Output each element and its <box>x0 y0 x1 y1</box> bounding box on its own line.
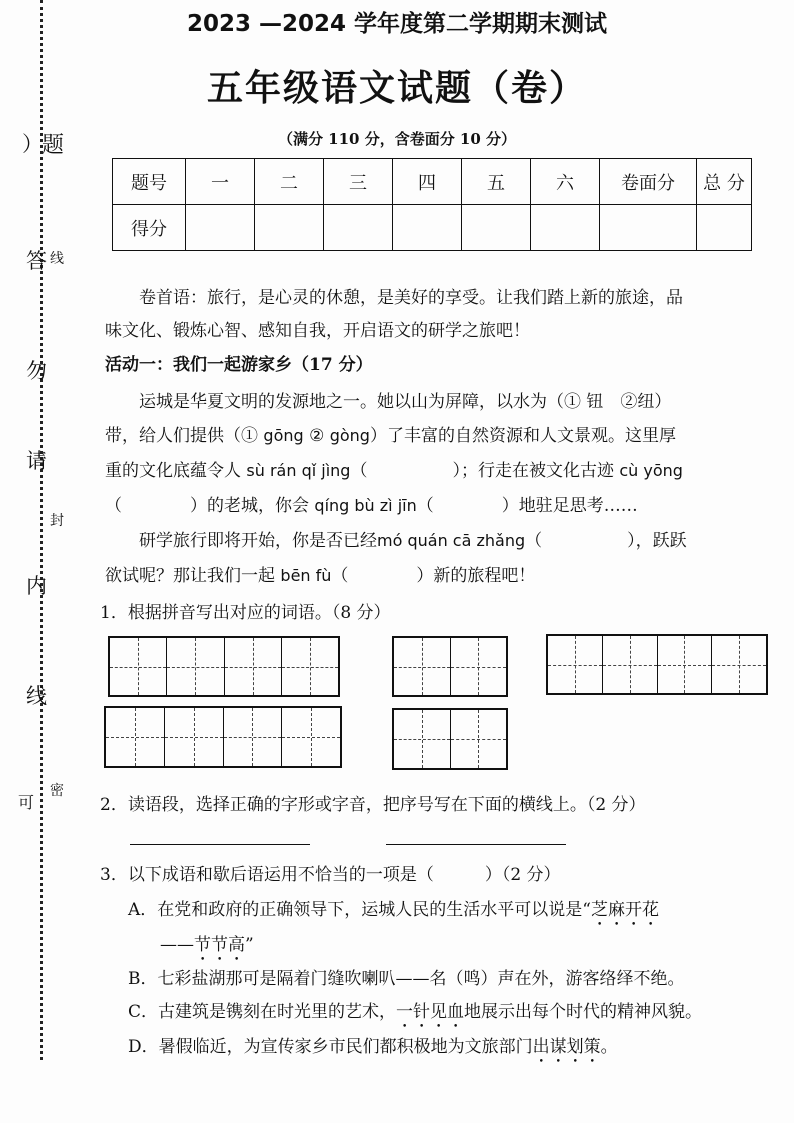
passage-text: 研学旅行即将开始，你是否已经 <box>139 531 377 551</box>
grid-cell[interactable] <box>712 636 766 693</box>
passage-line-1: 运城是华夏文明的发源地之一。她以山为屏障，以水为（① 钮 ②纽） <box>139 392 672 412</box>
margin-char-bracket: ） <box>22 132 43 156</box>
score-table-header-cell: 五 <box>462 159 531 205</box>
score-input-cell[interactable] <box>393 205 462 251</box>
option-d[interactable] <box>128 1032 618 1067</box>
answer-blank[interactable]: （ ）的老城，你会 <box>105 496 309 516</box>
option-text: —— <box>160 935 194 955</box>
option-text: C．古建筑是镌刻在时光里的艺术， <box>128 1002 397 1022</box>
answer-blank[interactable]: （ ）；行走在被文化古迹 <box>350 461 614 481</box>
score-note: （满分 110 分，含卷面分 10 分） <box>277 130 517 148</box>
question-2: 2．读语段，选择正确的字形或字音，把序号写在下面的横线上。（2 分） <box>100 795 646 815</box>
section-heading: 活动一：我们一起游家乡（17 分） <box>105 355 373 375</box>
margin-char-da: 答 <box>26 249 47 273</box>
passage-line-5 <box>105 523 755 559</box>
option-text: 地展示出每个时代的精神风貌。 <box>464 1002 703 1022</box>
score-input-cell[interactable] <box>462 205 531 251</box>
score-table-header-cell: 六 <box>531 159 600 205</box>
passage-text: 重的文化底蕴令人 <box>105 461 241 481</box>
grid-cell[interactable] <box>165 708 224 766</box>
passage-text: 带，给人们提供（① <box>105 426 258 446</box>
writing-grid-2[interactable] <box>392 636 508 697</box>
margin-label-feng: 封 <box>50 513 64 529</box>
passage-line-3 <box>105 453 755 489</box>
emphasized-idiom: 节节高 <box>194 935 245 955</box>
pinyin: mó quán cā zhǎng <box>377 531 526 550</box>
option-text: 。 <box>600 1037 618 1057</box>
score-table-header-cell: 四 <box>393 159 462 205</box>
grid-cell[interactable] <box>658 636 713 693</box>
passage-line-4 <box>105 488 755 524</box>
score-table-header-cell: 题号 <box>113 159 186 205</box>
score-input-cell[interactable] <box>255 205 324 251</box>
answer-blank[interactable]: （ ）新的旅程吧！ <box>331 566 536 586</box>
writing-grid-1[interactable] <box>108 636 340 697</box>
grid-cell[interactable] <box>548 636 603 693</box>
question-3: 3．以下成语和歇后语运用不恰当的一项是（ ）（2 分） <box>100 865 561 885</box>
grid-cell[interactable] <box>282 708 340 766</box>
passage-text: ② <box>309 426 325 446</box>
score-input-cell[interactable] <box>531 205 600 251</box>
grid-cell[interactable] <box>603 636 658 693</box>
question-1: 1．根据拼音写出对应的词语。（8 分） <box>100 603 391 623</box>
grid-cell[interactable] <box>451 710 507 768</box>
emphasized-idiom: 出谋划策 <box>532 1037 601 1057</box>
answer-line-1[interactable] <box>130 843 310 845</box>
pinyin: gòng <box>329 426 370 445</box>
passage-text: 欲试呢？那让我们一起 <box>105 566 275 586</box>
score-table-header-cell: 卷面分 <box>600 159 697 205</box>
option-text: D．暑假临近，为宣传家乡市民们都积极地为文旅部门 <box>128 1037 533 1057</box>
paper-title: 五年级语文试题（卷） <box>206 68 587 109</box>
grid-cell[interactable] <box>224 708 283 766</box>
grid-cell[interactable] <box>106 708 165 766</box>
score-table-header-cell: 二 <box>255 159 324 205</box>
margin-char-ti: 题 <box>42 133 65 158</box>
grid-cell[interactable] <box>451 638 507 695</box>
option-b[interactable]: B．七彩盐湖那可是隔着门缝吹喇叭——名（鸣）声在外，游客络绎不绝。 <box>128 969 685 989</box>
score-table-header-row <box>113 159 752 205</box>
grid-cell[interactable] <box>394 710 451 768</box>
score-table <box>112 158 752 251</box>
exam-title: 2023 —2024 学年度第二学期期末测试 <box>186 11 608 37</box>
emphasized-idiom: 一针见血 <box>396 1002 465 1022</box>
option-a-line-1[interactable] <box>128 895 659 930</box>
grid-cell[interactable] <box>282 638 338 695</box>
option-a-line-2[interactable] <box>160 930 254 965</box>
answer-blank[interactable]: （ ）地驻足思考…… <box>416 496 638 516</box>
margin-char-qing: 请 <box>26 449 47 473</box>
option-c[interactable] <box>128 997 702 1032</box>
pinyin: qíng bù zì jīn <box>314 496 417 515</box>
score-input-cell[interactable] <box>697 205 752 251</box>
emphasized-idiom: 芝麻开花 <box>590 900 659 920</box>
passage-line-2 <box>105 418 755 454</box>
passage-text: ）了丰富的自然资源和人文景观。这里厚 <box>369 426 676 446</box>
margin-char-wu: 勿 <box>26 359 47 383</box>
score-table-header-cell: 总 分 <box>697 159 752 205</box>
answer-line-2[interactable] <box>386 843 566 845</box>
score-input-cell[interactable] <box>600 205 697 251</box>
option-text: A．在党和政府的正确领导下，运城人民的生活水平可以说是“ <box>128 900 591 920</box>
intro-line-2: 味文化、锻炼心智、感知自我，开启语文的研学之旅吧！ <box>105 321 530 341</box>
score-table-header-cell: 一 <box>186 159 255 205</box>
answer-blank[interactable]: （ ），跃跃 <box>525 531 687 551</box>
binding-dotted-line <box>40 0 43 1060</box>
score-input-cell[interactable] <box>186 205 255 251</box>
passage-line-6 <box>105 558 755 594</box>
writing-grid-3[interactable] <box>546 634 768 695</box>
pinyin: cù yōng <box>619 461 683 480</box>
margin-char-nei: 内 <box>26 574 47 598</box>
pinyin: sù rán qǐ jìng <box>246 461 351 480</box>
score-input-cell[interactable] <box>324 205 393 251</box>
margin-char-ke: 可 <box>18 793 35 812</box>
writing-grid-5[interactable] <box>392 708 508 770</box>
intro-line-1: 卷首语：旅行，是心灵的休憩，是美好的享受。让我们踏上新的旅途，品 <box>139 288 683 308</box>
score-table-score-row <box>113 205 752 251</box>
option-text: ” <box>245 935 254 955</box>
score-table-row-label: 得分 <box>113 205 186 251</box>
margin-char-xian: 线 <box>26 684 47 708</box>
score-table-header-cell: 三 <box>324 159 393 205</box>
writing-grid-4[interactable] <box>104 706 342 768</box>
grid-cell[interactable] <box>394 638 451 695</box>
margin-label-mi: 密 <box>50 783 64 799</box>
grid-cell[interactable] <box>225 638 282 695</box>
grid-cell[interactable] <box>110 638 167 695</box>
margin-label-xian: 线 <box>50 251 64 267</box>
pinyin: gōng <box>263 426 304 445</box>
pinyin: bēn fù <box>280 566 332 585</box>
grid-cell[interactable] <box>167 638 224 695</box>
